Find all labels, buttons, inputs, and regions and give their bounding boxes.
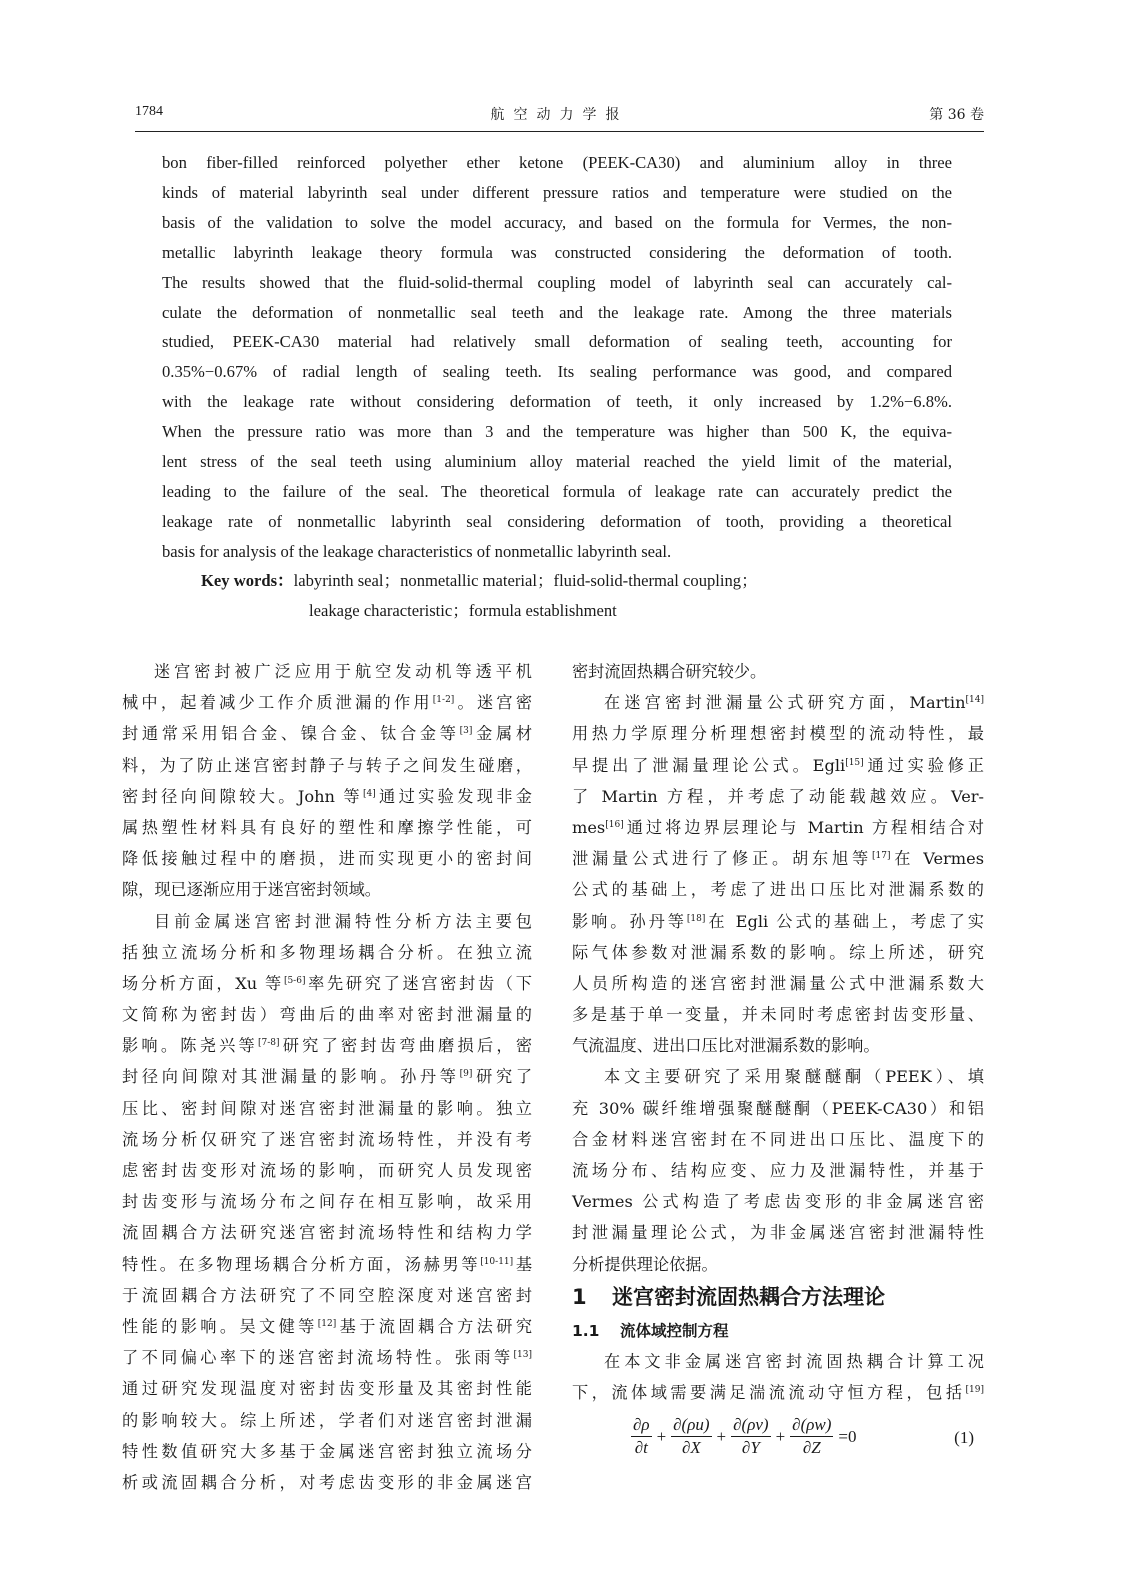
text-segment: 特性。在多物理场耦合分析方面，汤赫男等 (122, 1254, 481, 1274)
text-segment: 属热塑性材料具有良好的塑性和摩擦学性能，可 (122, 817, 532, 837)
citation-ref: [13] (513, 1350, 532, 1361)
text-line (122, 874, 532, 905)
text-line (572, 1124, 984, 1155)
abstract-line: metallic labyrinth leakage theory formula was constructed considering the deformation of tooth. (162, 242, 952, 262)
text-line (572, 1346, 984, 1377)
text-segment: 了 Martin 方程，并考虑了动能载越效应。Ver- (572, 786, 984, 806)
text-line (122, 1467, 532, 1498)
text-line (572, 1249, 984, 1280)
text-line (122, 1093, 532, 1124)
text-line (122, 1280, 532, 1311)
text-line (122, 781, 532, 812)
text-segment: 封泄漏量理论公式，为非金属迷宫密封泄漏特性 (572, 1223, 984, 1243)
text-segment: 充 30% 碳纤维增强聚醚醚酮（PEEK-CA30）和铝 (572, 1098, 984, 1118)
denominator: ∂t (634, 1437, 648, 1457)
text-segment: 分析提供理论依据。 (572, 1254, 718, 1274)
text-line (572, 812, 984, 843)
citation-ref: [3] (459, 726, 473, 737)
running-header (135, 104, 984, 128)
abstract-line: leakage rate of nonmetallic labyrinth seal considering deformation of tooth, providing a theoretical (162, 511, 952, 531)
equation-1 (572, 1410, 984, 1462)
volume-label: 第 36 卷 (929, 107, 984, 123)
text-line (122, 718, 532, 749)
keywords-label: Key words： (201, 571, 294, 590)
keywords-row-1 (201, 566, 758, 596)
keywords-line-1: labyrinth seal；nonmetallic material；fluid-solid-thermal coupling； (293, 571, 758, 590)
text-line (122, 1155, 532, 1186)
text-line (572, 937, 984, 968)
text-segment: 性能的影响。吴文健等 (122, 1316, 318, 1336)
text-segment: 文简称为密封齿）弯曲后的曲率对密封泄漏量的 (122, 1005, 532, 1025)
text-segment: 基于流固耦合方法研究 (336, 1316, 533, 1336)
keywords-line-2: leakage characteristic；formula establishment (309, 600, 617, 620)
text-line (122, 999, 532, 1030)
text-line (122, 1030, 532, 1061)
section-title: 迷宫密封流固热耦合方法理论 (612, 1284, 885, 1309)
text-line (122, 656, 532, 687)
text-segment: 。迷宫密 (454, 693, 533, 713)
denominator: ∂Z (802, 1437, 821, 1457)
subsection-heading (572, 1316, 984, 1346)
text-line (122, 906, 532, 937)
text-line (572, 1030, 984, 1061)
section-heading (572, 1278, 984, 1316)
fraction (790, 1414, 833, 1459)
citation-ref: [10-11] (480, 1256, 514, 1267)
text-segment: 特性数值研究大多基于金属迷宫密封独立流场分 (122, 1441, 532, 1461)
text-line (572, 968, 984, 999)
text-segment: 通过研究发现温度对密封齿变形量及其密封性能 (122, 1379, 532, 1399)
text-line (122, 1186, 532, 1217)
text-line (572, 1093, 984, 1124)
text-segment: 虑密封齿变形对流场的影响，而研究人员发现密 (122, 1161, 532, 1180)
text-segment: 影响。陈尧兴等 (122, 1036, 258, 1056)
text-segment: 封齿变形与流场分布之间存在相互影响，故采用 (122, 1192, 532, 1212)
citation-ref: [19] (965, 1384, 984, 1395)
text-line (122, 687, 532, 718)
text-segment: 于流固耦合方法研究了不同空腔深度对迷宫密封 (122, 1285, 532, 1305)
equation-number: (1) (954, 1428, 974, 1448)
text-line (572, 999, 984, 1030)
denominator: ∂Y (741, 1437, 760, 1457)
text-line (572, 687, 984, 718)
text-line (572, 750, 984, 781)
citation-ref: [18] (686, 913, 706, 924)
denominator: ∂X (681, 1437, 701, 1457)
text-segment: 封通常采用铝合金、镍合金、钛合金等 (122, 724, 460, 744)
citation-ref: [4] (362, 788, 376, 799)
text-segment: 人员所构造的迷宫密封泄漏量公式中泄漏系数大 (572, 973, 984, 993)
text-segment: 封径向间隙对其泄漏量的影响。孙丹等 (122, 1067, 460, 1087)
text-segment: 率先研究了迷宫密封齿（下 (305, 973, 532, 993)
text-line (572, 1061, 984, 1092)
header-rule (135, 131, 984, 132)
citation-ref: [14] (965, 695, 984, 706)
citation-ref: [5-6] (283, 975, 306, 986)
text-segment: 械中，起着减少工作介质泄漏的作用 (122, 693, 433, 713)
text-segment: 本文主要研究了采用聚醚醚酮（PEEK）、填 (604, 1067, 984, 1087)
text-line (122, 1249, 532, 1280)
text-segment: 在迷宫密封泄漏量公式研究方面，Martin (604, 693, 966, 713)
numerator: ∂ρ (631, 1414, 652, 1437)
equation-body (628, 1410, 859, 1462)
numerator: ∂(ρv) (731, 1414, 770, 1437)
section-number: 1 (572, 1284, 587, 1309)
abstract-line: culate the deformation of nonmetallic seal teeth and the leakage rate. Among the three materials (162, 302, 952, 322)
text-segment: 基 (513, 1254, 533, 1274)
text-line (572, 1217, 984, 1248)
abstract-line: lent stress of the seal teeth using aluminium alloy material reached the yield limit of the material, (162, 452, 952, 472)
right-column (572, 656, 984, 1462)
journal-name: 航空动力学报 (490, 107, 629, 123)
text-segment: mes (572, 817, 606, 837)
abstract-line: kinds of material labyrinth seal under different pressure ratios and temperature were studied on the (162, 182, 952, 202)
text-line (122, 1217, 532, 1248)
numerator: ∂(ρu) (671, 1414, 711, 1437)
citation-ref: [9] (459, 1069, 473, 1080)
text-segment: 在 Egli 公式的基础上，考虑了实 (705, 911, 984, 931)
abstract-line: bon fiber-filled reinforced polyether ether ketone (PEEK-CA30) and aluminium alloy in three (162, 153, 952, 172)
abstract-line: studied, PEEK-CA30 material had relatively small deformation of sealing teeth, accounting for (162, 332, 952, 352)
text-line (122, 750, 532, 781)
text-line (122, 1436, 532, 1467)
text-segment: 括独立流场分析和多物理场耦合分析。在独立流 (122, 942, 532, 962)
text-line (122, 843, 532, 874)
text-segment: 在本文非金属迷宫密封流固热耦合计算工况 (604, 1351, 984, 1371)
text-line (572, 1186, 984, 1217)
text-segment: 隙，现已逐渐应用于迷宫密封领域。 (122, 880, 381, 900)
text-segment: 目前金属迷宫密封泄漏特性分析方法主要包 (154, 911, 532, 931)
text-segment: 合金材料迷宫密封在不同进出口压比、温度下的 (572, 1129, 984, 1149)
plus-sign: + (716, 1426, 727, 1446)
page-number: 1784 (135, 104, 163, 119)
text-line (572, 718, 984, 749)
text-segment: 场分析方面，Xu 等 (122, 973, 284, 993)
abstract-line: The results showed that the fluid-solid-thermal coupling model of labyrinth seal can accurately cal- (162, 272, 952, 292)
text-line (572, 1155, 984, 1186)
text-segment: 通过实验修正 (863, 755, 984, 775)
text-segment: 下，流体域需要满足湍流流动守恒方程，包括 (572, 1382, 966, 1402)
fraction (671, 1414, 711, 1459)
text-line (122, 812, 532, 843)
text-segment: 降低接触过程中的磨损，进而实现更小的密封间 (122, 849, 532, 869)
text-segment: 多是基于单一变量，并未同时考虑密封齿变形量、 (572, 1005, 984, 1025)
text-segment: 了不同偏心率下的迷宫密封流场特性。张雨等 (122, 1348, 514, 1368)
abstract-line: 0.35%−0.67% of radial length of sealing teeth. Its sealing performance was good, and compared (162, 362, 952, 382)
text-line (572, 1377, 984, 1408)
text-line (122, 937, 532, 968)
text-line (122, 1342, 532, 1373)
text-segment: 通过将边界层理论与 Martin 方程相结合对 (623, 817, 984, 837)
text-segment: 早提出了泄漏量理论公式。Egli (572, 755, 846, 775)
text-line (572, 906, 984, 937)
fraction (631, 1414, 652, 1459)
text-segment: 影响。孙丹等 (572, 911, 687, 931)
text-segment: 流场分布、结构应变、应力及泄漏特性，并基于 (572, 1161, 984, 1180)
text-segment: 公式的基础上，考虑了进出口压比对泄漏系数的 (572, 880, 984, 900)
text-line (122, 1405, 532, 1436)
text-segment: 密封径向间隙较大。John 等 (122, 786, 363, 806)
abstract-line: leading to the failure of the seal. The theoretical formula of leakage rate can accurately predict the (162, 481, 952, 501)
text-segment: 在 Vermes (890, 849, 985, 869)
text-segment: 迷宫密封被广泛应用于航空发动机等透平机 (154, 662, 532, 681)
citation-ref: [7-8] (257, 1038, 280, 1049)
left-column (122, 656, 532, 1498)
section-paragraph (572, 1346, 984, 1408)
text-segment: 研究了密封齿弯曲磨损后，密 (279, 1036, 533, 1056)
keywords (201, 566, 758, 625)
text-segment: 研究了 (472, 1067, 533, 1087)
abstract-line: basis for analysis of the leakage characteristics of nonmetallic labyrinth seal. (162, 541, 672, 561)
abstract-line: basis of the validation to solve the model accuracy, and based on the formula for Vermes, the non- (162, 212, 952, 232)
citation-ref: [1-2] (432, 695, 455, 706)
text-segment: 通过实验发现非金 (375, 786, 532, 806)
text-segment: 压比、密封间隙对迷宫密封泄漏量的影响。独立 (122, 1098, 532, 1118)
plus-sign: + (656, 1426, 667, 1446)
citation-ref: [12] (317, 1318, 337, 1329)
text-segment: 流场分析仅研究了迷宫密封流场特性，并没有考 (122, 1129, 532, 1149)
text-segment: 析或流固耦合分析，对考虑齿变形的非金属迷宫 (122, 1472, 532, 1492)
equation-rhs: =0 (838, 1426, 857, 1446)
citation-ref: [16] (605, 819, 624, 830)
text-segment: 的影响较大。综上所述，学者们对迷宫密封泄漏 (122, 1410, 532, 1430)
text-line (572, 781, 984, 812)
text-segment: 际气体参数对泄漏系数的影响。综上所述，研究 (572, 942, 984, 962)
text-line (122, 1311, 532, 1342)
numerator: ∂(ρw) (790, 1414, 833, 1437)
text-line (122, 1061, 532, 1092)
text-line (572, 874, 984, 905)
text-line (122, 1373, 532, 1404)
abstract-line: When the pressure ratio was more than 3 and the temperature was higher than 500 K, the equiva- (162, 422, 952, 442)
text-segment: 流固耦合方法研究迷宫密封流场特性和结构力学 (122, 1223, 532, 1243)
plus-sign: + (775, 1426, 786, 1446)
text-segment: 密封流固热耦合研究较少。 (572, 662, 767, 681)
text-segment: 泄漏量公式进行了修正。胡东旭等 (572, 849, 872, 869)
subsection-title: 流体域控制方程 (620, 1321, 729, 1340)
subsection-number: 1.1 (572, 1321, 600, 1340)
text-line (122, 1124, 532, 1155)
right-column-paragraphs (572, 656, 984, 1280)
text-segment: Vermes 公式构造了考虑齿变形的非金属迷宫密 (572, 1192, 984, 1212)
text-segment: 用热力学原理分析理想密封模型的流动特性，最 (572, 724, 984, 744)
text-line (122, 968, 532, 999)
text-segment: 金属材 (472, 724, 533, 744)
text-segment: 气流温度、进出口压比对泄漏系数的影响。 (572, 1036, 880, 1056)
text-line (572, 656, 984, 687)
abstract-text (162, 148, 952, 567)
text-segment: 料，为了防止迷宫密封静子与转子之间发生碰磨， (122, 755, 532, 775)
fraction (731, 1414, 770, 1459)
citation-ref: [15] (845, 757, 864, 768)
text-line (572, 843, 984, 874)
citation-ref: [17] (872, 851, 891, 862)
abstract-line: with the leakage rate without considering deformation of teeth, it only increased by 1.2%−6.8%. (162, 392, 952, 412)
